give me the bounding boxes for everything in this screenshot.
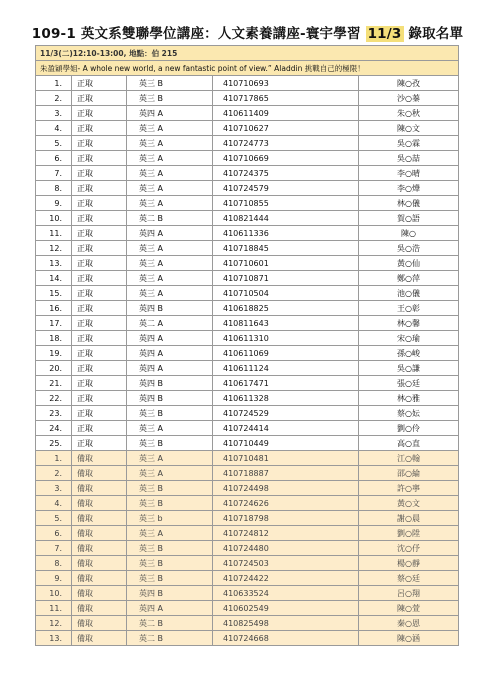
waitlist-row <box>36 616 459 631</box>
row-number: 4. <box>36 121 72 136</box>
student-id-cell: 410718887 <box>213 466 359 481</box>
status-cell: 備取 <box>72 496 127 511</box>
student-name-cell: 黃○仙 <box>359 256 459 271</box>
student-name-cell: 賀○語 <box>359 211 459 226</box>
accepted-row <box>36 421 459 436</box>
row-number: 20. <box>36 361 72 376</box>
class-cell: 英三 A <box>127 286 213 301</box>
class-cell: 英三 A <box>127 466 213 481</box>
accepted-row <box>36 211 459 226</box>
status-cell: 正取 <box>72 226 127 241</box>
class-cell: 英二 A <box>127 316 213 331</box>
status-cell: 正取 <box>72 436 127 451</box>
student-name-cell: 陳○涵 <box>359 631 459 646</box>
student-id-cell: 410710481 <box>213 451 359 466</box>
student-id-cell: 410710601 <box>213 256 359 271</box>
class-cell: 英三 A <box>127 526 213 541</box>
class-cell: 英三 B <box>127 556 213 571</box>
status-cell: 正取 <box>72 76 127 91</box>
title-date-highlight: 11/3 <box>367 26 402 42</box>
status-cell: 備取 <box>72 541 127 556</box>
row-number: 6. <box>36 151 72 166</box>
accepted-row <box>36 361 459 376</box>
status-cell: 備取 <box>72 481 127 496</box>
accepted-row <box>36 391 459 406</box>
student-name-cell: 高○直 <box>359 436 459 451</box>
student-name-cell: 鄭○萍 <box>359 271 459 286</box>
row-number: 19. <box>36 346 72 361</box>
row-number: 6. <box>36 526 72 541</box>
student-id-cell: 410724503 <box>213 556 359 571</box>
student-name-cell: 劉○陞 <box>359 526 459 541</box>
accepted-row <box>36 136 459 151</box>
status-cell: 正取 <box>72 121 127 136</box>
student-name-cell: 沙○蓁 <box>359 91 459 106</box>
accepted-row <box>36 196 459 211</box>
student-name-cell: 楊○靜 <box>359 556 459 571</box>
student-id-cell: 410618825 <box>213 301 359 316</box>
status-cell: 備取 <box>72 601 127 616</box>
status-cell: 正取 <box>72 406 127 421</box>
accepted-row <box>36 346 459 361</box>
row-number: 1. <box>36 451 72 466</box>
student-id-cell: 410710627 <box>213 121 359 136</box>
student-id-cell: 410717865 <box>213 91 359 106</box>
student-id-cell: 410724480 <box>213 541 359 556</box>
status-cell: 備取 <box>72 556 127 571</box>
row-number: 2. <box>36 91 72 106</box>
student-name-cell: 張○廷 <box>359 376 459 391</box>
status-cell: 正取 <box>72 391 127 406</box>
student-id-cell: 410611069 <box>213 346 359 361</box>
accepted-row <box>36 166 459 181</box>
status-cell: 正取 <box>72 316 127 331</box>
student-name-cell: 吳○謙 <box>359 361 459 376</box>
student-id-cell: 410602549 <box>213 601 359 616</box>
class-cell: 英三 B <box>127 481 213 496</box>
accepted-row <box>36 106 459 121</box>
row-number: 11. <box>36 601 72 616</box>
waitlist-row <box>36 586 459 601</box>
student-id-cell: 410710449 <box>213 436 359 451</box>
row-number: 4. <box>36 496 72 511</box>
student-name-cell: 蔡○妘 <box>359 406 459 421</box>
row-number: 17. <box>36 316 72 331</box>
status-cell: 正取 <box>72 271 127 286</box>
status-cell: 正取 <box>72 196 127 211</box>
class-cell: 英三 A <box>127 256 213 271</box>
status-cell: 備取 <box>72 586 127 601</box>
class-cell: 英三 B <box>127 91 213 106</box>
student-id-cell: 410633524 <box>213 586 359 601</box>
class-cell: 英三 A <box>127 121 213 136</box>
class-cell: 英四 B <box>127 301 213 316</box>
page-title <box>0 22 495 42</box>
class-cell: 英四 B <box>127 376 213 391</box>
row-number: 13. <box>36 256 72 271</box>
row-number: 5. <box>36 511 72 526</box>
student-id-cell: 410811643 <box>213 316 359 331</box>
student-id-cell: 410724498 <box>213 481 359 496</box>
status-cell: 備取 <box>72 451 127 466</box>
class-cell: 英三 A <box>127 151 213 166</box>
student-name-cell: 孫○峻 <box>359 346 459 361</box>
student-id-cell: 410710871 <box>213 271 359 286</box>
row-number: 5. <box>36 136 72 151</box>
student-name-cell: 蔡○廷 <box>359 571 459 586</box>
waitlist-row <box>36 466 459 481</box>
status-cell: 備取 <box>72 526 127 541</box>
status-cell: 備取 <box>72 511 127 526</box>
student-id-cell: 410611409 <box>213 106 359 121</box>
student-id-cell: 410718798 <box>213 511 359 526</box>
student-id-cell: 410718845 <box>213 241 359 256</box>
student-name-cell: 王○彰 <box>359 301 459 316</box>
class-cell: 英二 B <box>127 631 213 646</box>
student-name-cell: 謝○晨 <box>359 511 459 526</box>
row-number: 22. <box>36 391 72 406</box>
accepted-row <box>36 271 459 286</box>
student-id-cell: 410724579 <box>213 181 359 196</box>
status-cell: 正取 <box>72 331 127 346</box>
class-cell: 英四 A <box>127 106 213 121</box>
class-cell: 英二 B <box>127 616 213 631</box>
student-name-cell: 吳○喆 <box>359 151 459 166</box>
row-number: 12. <box>36 616 72 631</box>
accepted-row <box>36 76 459 91</box>
row-number: 7. <box>36 541 72 556</box>
student-id-cell: 410611124 <box>213 361 359 376</box>
row-number: 24. <box>36 421 72 436</box>
info-row-topic <box>36 61 459 76</box>
row-number: 10. <box>36 211 72 226</box>
row-number: 14. <box>36 271 72 286</box>
accepted-row <box>36 256 459 271</box>
waitlist-row <box>36 631 459 646</box>
student-name-cell: 吳○霖 <box>359 136 459 151</box>
status-cell: 正取 <box>72 181 127 196</box>
student-name-cell: 沈○伃 <box>359 541 459 556</box>
waitlist-row <box>36 571 459 586</box>
row-number: 16. <box>36 301 72 316</box>
row-number: 8. <box>36 556 72 571</box>
student-id-cell: 410611336 <box>213 226 359 241</box>
student-id-cell: 410617471 <box>213 376 359 391</box>
accepted-row <box>36 286 459 301</box>
status-cell: 正取 <box>72 376 127 391</box>
waitlist-row <box>36 526 459 541</box>
status-cell: 備取 <box>72 631 127 646</box>
status-cell: 正取 <box>72 91 127 106</box>
student-name-cell: 邵○綸 <box>359 466 459 481</box>
student-name-cell: 陳○文 <box>359 121 459 136</box>
class-cell: 英二 B <box>127 211 213 226</box>
status-cell: 正取 <box>72 241 127 256</box>
status-cell: 正取 <box>72 256 127 271</box>
row-number: 18. <box>36 331 72 346</box>
status-cell: 正取 <box>72 346 127 361</box>
title-prefix: 109-1 英文系雙聯學位講座：人文素養講座-寰宇學習 <box>31 26 361 42</box>
row-number: 8. <box>36 181 72 196</box>
class-cell: 英三 A <box>127 166 213 181</box>
title-suffix: 錄取名單 <box>408 26 464 42</box>
accepted-row <box>36 316 459 331</box>
row-number: 9. <box>36 196 72 211</box>
student-name-cell: 秦○恩 <box>359 616 459 631</box>
student-id-cell: 410821444 <box>213 211 359 226</box>
accepted-row <box>36 406 459 421</box>
student-id-cell: 410724773 <box>213 136 359 151</box>
status-cell: 備取 <box>72 616 127 631</box>
info-row-time-place <box>36 46 459 61</box>
student-name-cell: 林○儀 <box>359 196 459 211</box>
student-id-cell: 410724414 <box>213 421 359 436</box>
class-cell: 英四 A <box>127 226 213 241</box>
accepted-row <box>36 331 459 346</box>
student-name-cell: 許○寧 <box>359 481 459 496</box>
waitlist-row <box>36 541 459 556</box>
row-number: 15. <box>36 286 72 301</box>
class-cell: 英三 b <box>127 511 213 526</box>
status-cell: 正取 <box>72 421 127 436</box>
class-cell: 英四 B <box>127 391 213 406</box>
student-id-cell: 410611310 <box>213 331 359 346</box>
class-cell: 英三 B <box>127 541 213 556</box>
waitlist-row <box>36 601 459 616</box>
class-cell: 英三 A <box>127 421 213 436</box>
row-number: 9. <box>36 571 72 586</box>
waitlist-row <box>36 496 459 511</box>
student-name-cell: 吳○浩 <box>359 241 459 256</box>
student-name-cell: 池○儀 <box>359 286 459 301</box>
student-id-cell: 410710504 <box>213 286 359 301</box>
class-cell: 英四 A <box>127 601 213 616</box>
accepted-row <box>36 91 459 106</box>
student-name-cell: 劉○伶 <box>359 421 459 436</box>
accepted-row <box>36 436 459 451</box>
class-cell: 英三 A <box>127 136 213 151</box>
class-cell: 英三 A <box>127 181 213 196</box>
status-cell: 正取 <box>72 301 127 316</box>
class-cell: 英三 A <box>127 271 213 286</box>
waitlist-row <box>36 511 459 526</box>
student-id-cell: 410724668 <box>213 631 359 646</box>
waitlist-row <box>36 556 459 571</box>
admission-list-table <box>35 45 459 646</box>
class-cell: 英三 B <box>127 571 213 586</box>
student-id-cell: 410710855 <box>213 196 359 211</box>
student-name-cell: 黃○文 <box>359 496 459 511</box>
student-id-cell: 410724422 <box>213 571 359 586</box>
class-cell: 英四 A <box>127 331 213 346</box>
class-cell: 英四 B <box>127 586 213 601</box>
class-cell: 英三 B <box>127 406 213 421</box>
student-name-cell: 陳○萱 <box>359 601 459 616</box>
student-name-cell: 李○燁 <box>359 181 459 196</box>
row-number: 13. <box>36 631 72 646</box>
student-name-cell: 陳○孜 <box>359 76 459 91</box>
waitlist-row <box>36 451 459 466</box>
class-cell: 英四 A <box>127 361 213 376</box>
topic-cell: 朱盈穎學姐- A whole new world, a new fantastic point of view.” Aladdin 挑戰自己的極限！ <box>36 61 459 76</box>
student-name-cell: 呂○翔 <box>359 586 459 601</box>
accepted-row <box>36 376 459 391</box>
student-id-cell: 410724812 <box>213 526 359 541</box>
student-name-cell: 林○馨 <box>359 316 459 331</box>
class-cell: 英三 A <box>127 241 213 256</box>
row-number: 11. <box>36 226 72 241</box>
row-number: 10. <box>36 586 72 601</box>
student-id-cell: 410825498 <box>213 616 359 631</box>
row-number: 25. <box>36 436 72 451</box>
status-cell: 正取 <box>72 286 127 301</box>
student-id-cell: 410710669 <box>213 151 359 166</box>
class-cell: 英三 A <box>127 196 213 211</box>
class-cell: 英三 B <box>127 436 213 451</box>
row-number: 3. <box>36 481 72 496</box>
row-number: 21. <box>36 376 72 391</box>
status-cell: 正取 <box>72 136 127 151</box>
student-name-cell: 林○雅 <box>359 391 459 406</box>
time-place-cell: 11/3(二)12:10-13:00, 地點：伯 215 <box>36 46 459 61</box>
row-number: 7. <box>36 166 72 181</box>
status-cell: 備取 <box>72 466 127 481</box>
student-name-cell: 陳○ <box>359 226 459 241</box>
class-cell: 英三 A <box>127 451 213 466</box>
class-cell: 英三 B <box>127 496 213 511</box>
student-id-cell: 410611328 <box>213 391 359 406</box>
student-name-cell: 宋○瑜 <box>359 331 459 346</box>
accepted-row <box>36 121 459 136</box>
row-number: 12. <box>36 241 72 256</box>
status-cell: 正取 <box>72 106 127 121</box>
accepted-row <box>36 151 459 166</box>
accepted-row <box>36 226 459 241</box>
accepted-row <box>36 181 459 196</box>
student-name-cell: 江○翰 <box>359 451 459 466</box>
student-name-cell: 朱○秋 <box>359 106 459 121</box>
class-cell: 英四 A <box>127 346 213 361</box>
student-id-cell: 410710693 <box>213 76 359 91</box>
class-cell: 英三 B <box>127 76 213 91</box>
row-number: 1. <box>36 76 72 91</box>
status-cell: 正取 <box>72 151 127 166</box>
student-id-cell: 410724529 <box>213 406 359 421</box>
status-cell: 備取 <box>72 571 127 586</box>
student-name-cell: 李○晴 <box>359 166 459 181</box>
status-cell: 正取 <box>72 211 127 226</box>
student-id-cell: 410724375 <box>213 166 359 181</box>
row-number: 3. <box>36 106 72 121</box>
row-number: 23. <box>36 406 72 421</box>
waitlist-row <box>36 481 459 496</box>
row-number: 2. <box>36 466 72 481</box>
accepted-row <box>36 241 459 256</box>
accepted-row <box>36 301 459 316</box>
student-id-cell: 410724626 <box>213 496 359 511</box>
status-cell: 正取 <box>72 361 127 376</box>
status-cell: 正取 <box>72 166 127 181</box>
